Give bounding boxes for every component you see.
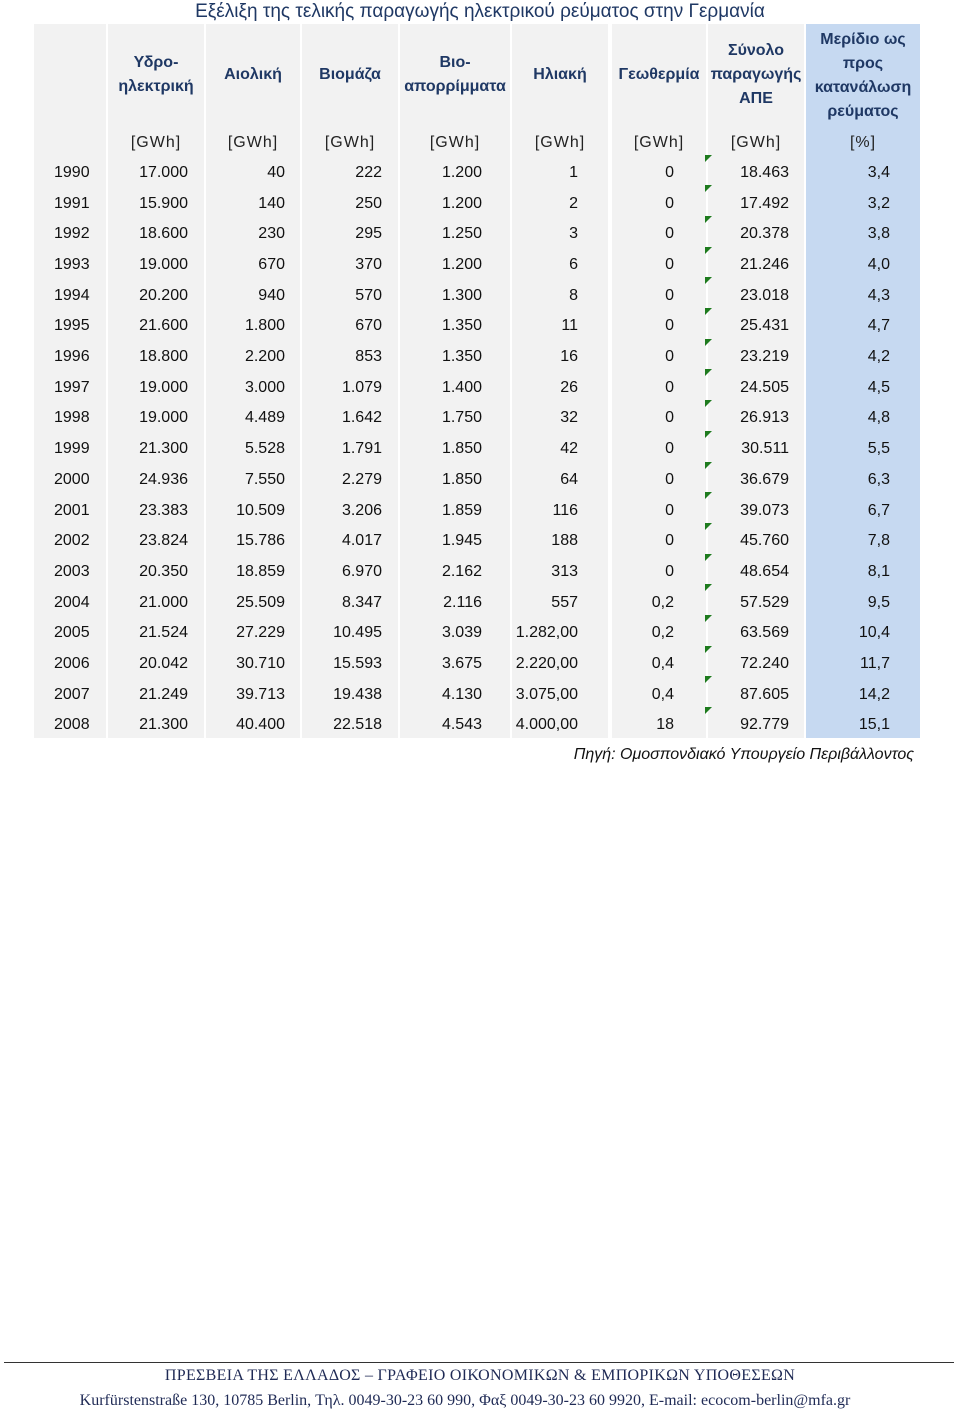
value-cell: 18.800 <box>139 348 188 366</box>
value-cell: 250 <box>355 194 382 212</box>
value-cell: 21.600 <box>139 317 188 335</box>
value-cell: 4.000,00 <box>515 716 578 734</box>
value-cell: 116 <box>552 501 578 519</box>
value-cell: 3,4 <box>867 163 890 181</box>
comment-marker-icon <box>705 492 712 499</box>
year-cell: 1998 <box>54 409 90 427</box>
footer-org: ΠΡΕΣΒΕΙΑ ΤΗΣ ΕΛΛΑΔΟΣ – ΓΡΑΦΕΙΟ ΟΙΚΟΝΟΜΙΚΩΝ & ΕΜΠΟΡΙΚΩΝ ΥΠΟΘΕΣΕΩΝ <box>164 1367 796 1384</box>
value-cell: 3 <box>569 225 578 243</box>
value-cell: 3.675 <box>441 655 482 673</box>
comment-marker-icon <box>705 277 712 284</box>
year-cell: 1991 <box>54 194 90 212</box>
value-cell: 0,2 <box>651 593 674 611</box>
year-cell: 2002 <box>54 532 90 550</box>
value-cell: 1.945 <box>441 532 482 550</box>
value-cell: 7,8 <box>867 532 890 550</box>
value-cell: 1.282,00 <box>515 624 578 642</box>
value-cell: 4,2 <box>867 348 890 366</box>
value-cell: 0 <box>665 286 674 304</box>
value-cell: 557 <box>551 593 578 611</box>
table-row <box>34 465 920 496</box>
value-cell: 0,2 <box>651 624 674 642</box>
comment-marker-icon <box>705 369 712 376</box>
value-cell: 4.489 <box>244 409 285 427</box>
table-row <box>34 587 920 618</box>
value-cell: 9,5 <box>867 593 890 611</box>
year-cell: 2008 <box>54 716 90 734</box>
value-cell: 7.550 <box>244 470 285 488</box>
value-cell: 15,1 <box>858 716 890 734</box>
value-cell: 42 <box>560 440 578 458</box>
comment-marker-icon <box>705 646 712 653</box>
value-cell: 0 <box>665 255 674 273</box>
column-unit: [GWh] <box>130 134 182 151</box>
value-cell: 0 <box>665 225 674 243</box>
value-cell: 26 <box>560 378 578 396</box>
value-cell: 3.039 <box>441 624 482 642</box>
value-cell: 15.593 <box>333 655 382 673</box>
column-header <box>612 26 706 124</box>
year-cell: 1992 <box>54 225 90 243</box>
value-cell: 20.200 <box>139 286 188 304</box>
footer-contact: Kurfürstenstraße 130, 10785 Berlin, Τηλ. 0049-30-23 60 990, Φαξ 0049-30-23 60 9920, E-mail: ecocom-berlin@mfa.gr <box>79 1392 851 1409</box>
value-cell: 18.463 <box>740 163 789 181</box>
value-cell: 40 <box>267 163 285 181</box>
year-cell: 2007 <box>54 685 90 703</box>
comment-marker-icon <box>705 155 712 162</box>
table-row <box>34 434 920 465</box>
value-cell: 2 <box>569 194 578 212</box>
table-row <box>34 495 920 526</box>
value-cell: 10,4 <box>858 624 890 642</box>
value-cell: 670 <box>355 317 382 335</box>
comment-marker-icon <box>705 615 712 622</box>
column-header-line: παραγωγής <box>710 66 802 83</box>
value-cell: 72.240 <box>740 655 789 673</box>
value-cell: 30.710 <box>236 655 285 673</box>
table-row <box>34 679 920 710</box>
comment-marker-icon <box>705 707 712 714</box>
year-cell: 1994 <box>54 286 90 304</box>
column-header <box>512 26 608 124</box>
value-cell: 57.529 <box>740 593 789 611</box>
value-cell: 15.900 <box>139 194 188 212</box>
column-header <box>708 26 804 124</box>
value-cell: 25.509 <box>236 593 285 611</box>
value-cell: 2.162 <box>441 562 482 580</box>
table-row <box>34 280 920 311</box>
value-cell: 21.300 <box>139 716 188 734</box>
value-cell: 2.116 <box>443 593 482 611</box>
value-cell: 0 <box>665 317 674 335</box>
value-cell: 1.250 <box>441 225 482 243</box>
value-cell: 27.229 <box>236 624 285 642</box>
value-cell: 1.200 <box>441 194 482 212</box>
value-cell: 22.518 <box>333 716 382 734</box>
value-cell: 14,2 <box>858 685 890 703</box>
value-cell: 10.495 <box>333 624 382 642</box>
value-cell: 6,7 <box>867 501 890 519</box>
value-cell: 1.079 <box>341 378 382 396</box>
value-cell: 0 <box>665 163 674 181</box>
value-cell: 2.279 <box>341 470 382 488</box>
column-header-line: Ηλιακή <box>533 66 587 83</box>
comment-marker-icon <box>705 308 712 315</box>
value-cell: 4.130 <box>441 685 482 703</box>
value-cell: 16 <box>560 348 578 366</box>
value-cell: 940 <box>258 286 285 304</box>
value-cell: 4.543 <box>441 716 482 734</box>
value-cell: 0 <box>665 501 674 519</box>
value-cell: 39.073 <box>740 501 789 519</box>
value-cell: 3.000 <box>244 378 285 396</box>
comment-marker-icon <box>705 584 712 591</box>
value-cell: 19.000 <box>139 255 188 273</box>
column-unit: [GWh] <box>633 134 685 151</box>
value-cell: 1.750 <box>441 409 482 427</box>
value-cell: 23.018 <box>740 286 789 304</box>
value-cell: 1.300 <box>441 286 482 304</box>
table-row <box>34 403 920 434</box>
value-cell: 1.850 <box>441 440 482 458</box>
value-cell: 23.383 <box>139 501 188 519</box>
table-row <box>34 219 920 250</box>
value-cell: 24.936 <box>139 470 188 488</box>
comment-marker-icon <box>705 523 712 530</box>
comment-marker-icon <box>705 400 712 407</box>
table-row <box>34 710 920 741</box>
column-header <box>302 26 398 124</box>
table-row <box>34 158 920 189</box>
column-header-line: Αιολική <box>224 66 282 83</box>
column-header <box>206 26 300 124</box>
table-row <box>34 649 920 680</box>
comment-marker-icon <box>705 431 712 438</box>
value-cell: 32 <box>560 409 578 427</box>
column-header-line: κατανάλωση <box>814 79 912 96</box>
value-cell: 40.400 <box>236 716 285 734</box>
value-cell: 2.220,00 <box>515 655 578 673</box>
value-cell: 20.350 <box>139 562 188 580</box>
year-cell: 2004 <box>54 593 90 611</box>
value-cell: 11,7 <box>860 655 890 673</box>
value-cell: 1.200 <box>441 255 482 273</box>
value-cell: 295 <box>355 225 382 243</box>
column-header-line: Υδρο- <box>133 54 179 71</box>
value-cell: 3,2 <box>867 194 890 212</box>
column-header-line: απορρίμματα <box>404 78 506 95</box>
value-cell: 853 <box>355 348 382 366</box>
value-cell: 23.219 <box>740 348 789 366</box>
value-cell: 36.679 <box>740 470 789 488</box>
column-header-line: ΑΠΕ <box>739 90 773 107</box>
value-cell: 4,0 <box>867 255 890 273</box>
year-cell: 2006 <box>54 655 90 673</box>
value-cell: 0 <box>665 378 674 396</box>
comment-marker-icon <box>705 462 712 469</box>
value-cell: 17.000 <box>139 163 188 181</box>
value-cell: 5.528 <box>244 440 285 458</box>
value-cell: 1.791 <box>341 440 382 458</box>
value-cell: 21.000 <box>139 593 188 611</box>
value-cell: 18.600 <box>139 225 188 243</box>
year-cell: 2003 <box>54 562 90 580</box>
value-cell: 24.505 <box>740 378 789 396</box>
value-cell: 17.492 <box>740 194 789 212</box>
value-cell: 19.000 <box>139 378 188 396</box>
year-cell: 1993 <box>54 255 90 273</box>
year-cell: 1996 <box>54 348 90 366</box>
value-cell: 18 <box>656 716 674 734</box>
table-row <box>34 250 920 281</box>
column-header-line: ρεύματος <box>827 103 899 120</box>
year-cell: 2001 <box>54 501 90 519</box>
comment-marker-icon <box>705 676 712 683</box>
value-cell: 1.350 <box>441 348 482 366</box>
value-cell: 4,5 <box>867 378 890 396</box>
value-cell: 370 <box>355 255 382 273</box>
value-cell: 222 <box>355 163 382 181</box>
table-row <box>34 372 920 403</box>
year-cell: 1997 <box>54 378 90 396</box>
value-cell: 188 <box>551 532 578 550</box>
value-cell: 92.779 <box>740 716 789 734</box>
comment-marker-icon <box>705 554 712 561</box>
value-cell: 21.249 <box>139 685 188 703</box>
value-cell: 8 <box>569 286 578 304</box>
value-cell: 63.569 <box>740 624 789 642</box>
footer-divider <box>4 1362 954 1363</box>
source-note: Πηγή: Ομοσπονδιακό Υπουργείο Περιβάλλοντος <box>573 746 914 763</box>
column-unit: [%] <box>849 134 877 151</box>
value-cell: 4,3 <box>867 286 890 304</box>
value-cell: 15.786 <box>236 532 285 550</box>
value-cell: 1.800 <box>244 317 285 335</box>
column-unit: [GWh] <box>730 134 782 151</box>
value-cell: 48.654 <box>740 562 789 580</box>
comment-marker-icon <box>705 339 712 346</box>
value-cell: 0 <box>665 440 674 458</box>
value-cell: 313 <box>551 562 578 580</box>
value-cell: 0 <box>665 194 674 212</box>
year-cell: 2000 <box>54 470 90 488</box>
comment-marker-icon <box>705 185 712 192</box>
value-cell: 20.042 <box>139 655 188 673</box>
year-cell: 1995 <box>54 317 90 335</box>
value-cell: 6 <box>569 255 578 273</box>
page-title: Εξέλιξη της τελικής παραγωγής ηλεκτρικού ρεύματος στην Γερμανία <box>195 1 765 22</box>
value-cell: 570 <box>355 286 382 304</box>
table-row <box>34 557 920 588</box>
value-cell: 19.438 <box>333 685 382 703</box>
value-cell: 0 <box>665 470 674 488</box>
value-cell: 0,4 <box>651 685 674 703</box>
column-unit: [GWh] <box>429 134 481 151</box>
value-cell: 3.075,00 <box>515 685 578 703</box>
value-cell: 1.200 <box>441 163 482 181</box>
year-cell: 2005 <box>54 624 90 642</box>
column-header-line: ηλεκτρική <box>118 78 194 95</box>
value-cell: 20.378 <box>740 225 789 243</box>
table-row <box>34 618 920 649</box>
year-cell: 1990 <box>54 163 90 181</box>
value-cell: 39.713 <box>236 685 285 703</box>
value-cell: 3.206 <box>341 501 382 519</box>
value-cell: 4.017 <box>341 532 382 550</box>
value-cell: 230 <box>258 225 285 243</box>
value-cell: 18.859 <box>236 562 285 580</box>
value-cell: 8.347 <box>341 593 382 611</box>
value-cell: 6,3 <box>867 470 890 488</box>
value-cell: 25.431 <box>740 317 789 335</box>
value-cell: 0 <box>665 562 674 580</box>
value-cell: 1.400 <box>441 378 482 396</box>
value-cell: 5,5 <box>867 440 890 458</box>
value-cell: 19.000 <box>139 409 188 427</box>
table-row <box>34 526 920 557</box>
year-cell: 1999 <box>54 440 90 458</box>
value-cell: 45.760 <box>740 532 789 550</box>
value-cell: 1 <box>569 163 578 181</box>
column-header <box>108 26 204 124</box>
value-cell: 8,1 <box>867 562 890 580</box>
value-cell: 26.913 <box>740 409 789 427</box>
value-cell: 3,8 <box>867 225 890 243</box>
column-header <box>806 24 920 128</box>
value-cell: 4,7 <box>867 317 890 335</box>
value-cell: 0,4 <box>651 655 674 673</box>
value-cell: 4,8 <box>867 409 890 427</box>
value-cell: 0 <box>665 409 674 427</box>
value-cell: 0 <box>665 348 674 366</box>
value-cell: 21.246 <box>740 255 789 273</box>
table-row <box>34 342 920 373</box>
value-cell: 0 <box>665 532 674 550</box>
value-cell: 2.200 <box>244 348 285 366</box>
column-header-line: Μερίδιο ως <box>820 31 906 48</box>
column-header-line: προς <box>842 55 884 72</box>
table-row <box>34 311 920 342</box>
table-row <box>34 188 920 219</box>
value-cell: 670 <box>258 255 285 273</box>
comment-marker-icon <box>705 247 712 254</box>
comment-marker-icon <box>705 216 712 223</box>
column-header-line: Σύνολο <box>727 42 785 59</box>
column-unit: [GWh] <box>324 134 376 151</box>
value-cell: 1.642 <box>341 409 382 427</box>
column-unit: [GWh] <box>227 134 279 151</box>
value-cell: 23.824 <box>139 532 188 550</box>
value-cell: 1.850 <box>441 470 482 488</box>
value-cell: 11 <box>561 317 578 335</box>
column-header-line: Γεωθερμία <box>618 66 700 83</box>
value-cell: 30.511 <box>741 440 789 458</box>
energy-table <box>34 24 920 738</box>
value-cell: 1.350 <box>441 317 482 335</box>
value-cell: 21.300 <box>139 440 188 458</box>
column-header-line: Βιο- <box>439 54 471 71</box>
value-cell: 21.524 <box>139 624 188 642</box>
value-cell: 140 <box>258 194 285 212</box>
value-cell: 64 <box>560 470 578 488</box>
value-cell: 87.605 <box>740 685 789 703</box>
column-unit: [GWh] <box>534 134 586 151</box>
column-header <box>400 26 510 124</box>
column-header-line: Βιομάζα <box>319 66 381 83</box>
value-cell: 1.859 <box>441 501 482 519</box>
value-cell: 10.509 <box>236 501 285 519</box>
value-cell: 6.970 <box>341 562 382 580</box>
